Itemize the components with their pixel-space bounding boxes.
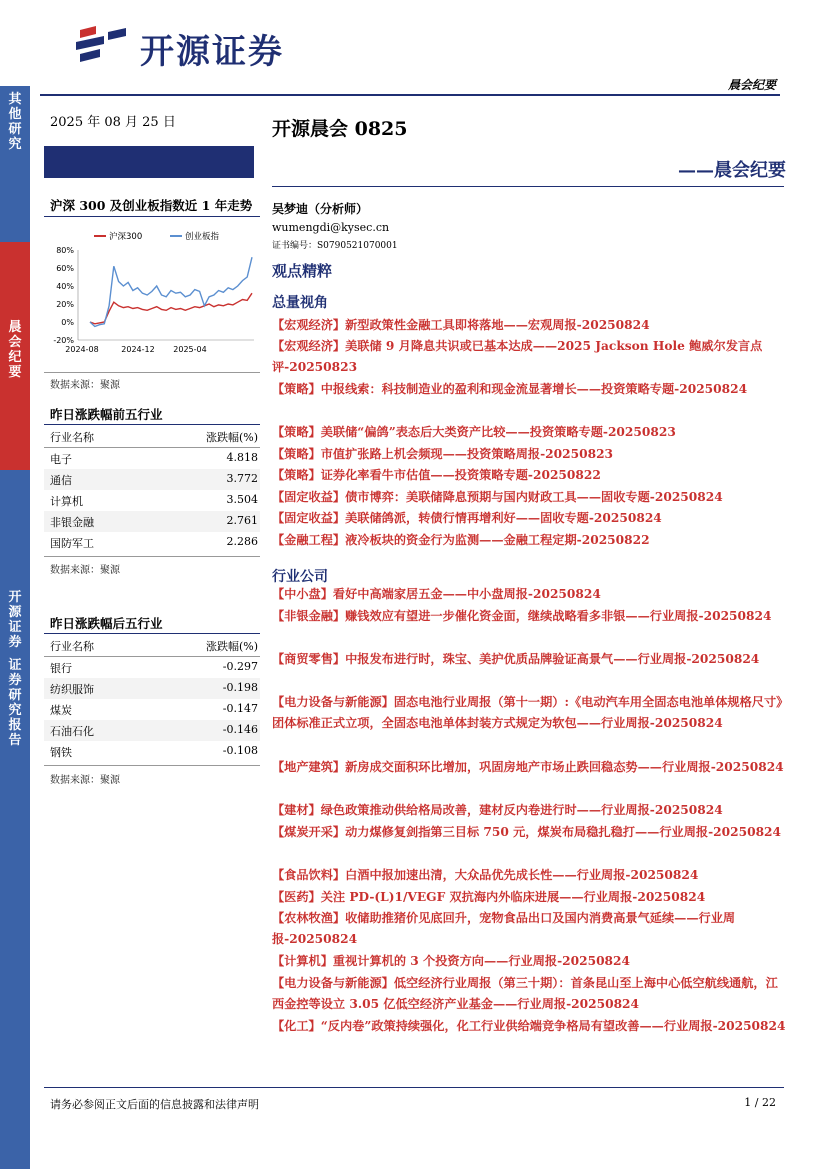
series-line-1 — [90, 257, 252, 326]
industry-name: 计算机 — [50, 495, 83, 508]
bottom5-title: 昨日涨跌幅后五行业 — [50, 616, 163, 631]
x-tick-label: 2024-08 — [65, 345, 99, 354]
industry-name: 非银金融 — [50, 516, 94, 529]
list-item[interactable]: 【中小盘】看好中高端家居五金——中小盘周报-20250824 — [272, 587, 601, 601]
y-tick-label: 80% — [56, 246, 74, 255]
top5-title: 昨日涨跌幅前五行业 — [50, 407, 163, 422]
list-item[interactable]: 【计算机】重视计算机的 3 个投资方向——行业周报-20250824 — [272, 954, 630, 968]
table-row — [44, 448, 260, 469]
table-row — [44, 720, 260, 741]
title-rule — [272, 186, 784, 187]
top5-source: 数据来源：聚源 — [50, 565, 120, 576]
date-bar — [44, 146, 254, 178]
top5-title-rule — [44, 424, 260, 425]
chart-source: 数据来源：聚源 — [50, 380, 120, 391]
band-text-middle: 晨 会 纪 要 — [8, 320, 22, 380]
list-item[interactable]: 【非银金融】赚钱效应有望进一步催化资金面，继续战略看多非银——行业周报-20250824 — [272, 609, 772, 623]
industry-name: 通信 — [50, 474, 72, 487]
list-item[interactable]: 【策略】中报线索：科技制造业的盈利和现金流显著增长——投资策略专题-20250824 — [272, 382, 748, 396]
industry-change: -0.198 — [222, 681, 258, 694]
report-date: 2025 年 08 月 25 日 — [50, 115, 176, 130]
table-row — [44, 741, 260, 762]
table-row — [44, 657, 260, 678]
band-text-top: 其 他 研 究 — [8, 92, 22, 152]
industry-change: -0.146 — [222, 723, 258, 736]
table-row — [44, 511, 260, 532]
section-heading: 观点精粹 — [272, 262, 333, 280]
chart-bottom-rule — [44, 372, 260, 373]
industry-change: -0.108 — [222, 744, 258, 757]
industry-change: 3.504 — [226, 493, 258, 506]
industry-name: 国防军工 — [50, 537, 94, 550]
list-item[interactable]: 【电力设备与新能源】固态电池行业周报（第十一期）:《电动汽车用全固态电池单体规格尺寸》团体标准正式立项，全固态电池单体封装方式规定为软包——行业周报-20250824 — [272, 695, 783, 731]
list-item[interactable]: 【农林牧渔】收储助推猪价见底回升，宠物食品出口及国内消费高景气延续——行业周报-20250824 — [272, 911, 736, 947]
bottom5-title-rule — [44, 633, 260, 634]
legend-label: 沪深300 — [109, 232, 143, 242]
list-item[interactable]: 【宏观经济】美联储 9 月降息共识或已基本达成——2025 Jackson Hole 鲍威尔发言点评-20250823 — [272, 339, 763, 375]
industry-name: 石油石化 — [50, 725, 94, 738]
header-tag: 晨会纪要 — [727, 78, 776, 92]
list-item[interactable]: 【策略】市值扩张路上机会频现——投资策略周报-20250823 — [272, 447, 614, 461]
header-rule — [40, 94, 780, 96]
table-row — [44, 469, 260, 490]
index-trend-chart — [44, 228, 260, 368]
industry-name: 煤炭 — [50, 704, 72, 717]
industry-name: 电子 — [50, 453, 72, 466]
table-row — [44, 490, 260, 511]
list-item[interactable]: 【地产建筑】新房成交面积环比增加，巩固房地产市场止跌回稳态势——行业周报-20250824 — [272, 760, 784, 774]
list-item[interactable]: 【化工】“反内卷”政策持续强化，化工行业供给端竞争格局有望改善——行业周报-20250824 — [272, 1019, 786, 1033]
industry-change: -0.147 — [222, 702, 258, 715]
list-item[interactable]: 【建材】绿色政策推动供给格局改善，建材反内卷进行时——行业周报-20250824 — [272, 803, 723, 817]
list-item[interactable]: 【策略】美联储“偏鸽”表态后大类资产比较——投资策略专题-20250823 — [272, 425, 676, 439]
list-item[interactable]: 【食品饮料】白酒中报加速出清，大众品优先成长性——行业周报-20250824 — [272, 868, 699, 882]
industry-change: 2.761 — [226, 514, 258, 527]
top5-col-industry: 行业名称 — [50, 431, 94, 444]
list-item[interactable]: 【商贸零售】中报发布进行时，珠宝、美护优质品牌验证高景气——行业周报-20250824 — [272, 652, 760, 666]
author-name: 吴梦迪（分析师） — [272, 202, 369, 216]
list-item[interactable]: 【宏观经济】新型政策性金融工具即将落地——宏观周报-20250824 — [272, 318, 650, 332]
x-tick-label: 2024-12 — [121, 345, 155, 354]
y-tick-label: 20% — [56, 300, 74, 309]
legend-label: 创业板指 — [185, 232, 220, 242]
industry-change: 2.286 — [226, 535, 258, 548]
brand-logo-icon — [74, 26, 132, 66]
table-row — [44, 678, 260, 699]
list-item[interactable]: 【电力设备与新能源】低空经济行业周报（第三十期）：首条昆山至上海中心低空航线通航，江西金控等设立 3.05 亿低空经济产业基金——行业周报-20250824 — [272, 976, 778, 1012]
y-tick-label: -20% — [53, 336, 74, 345]
list-item[interactable]: 【固定收益】债市博弈：美联储降息预期与国内财政工具——固收专题-20250824 — [272, 490, 723, 504]
industry-change: -0.297 — [222, 660, 258, 673]
bottom5-bottom-rule — [44, 765, 260, 766]
list-item[interactable]: 【煤炭开采】动力煤修复剑指第三目标 750 元，煤炭布局稳扎稳打——行业周报-20250824 — [272, 825, 782, 839]
footer-disclaimer: 请务必参阅正文后面的信息披露和法律声明 — [50, 1098, 259, 1111]
industry-name: 银行 — [50, 662, 72, 675]
band-bottom — [0, 470, 30, 1169]
industry-name: 纺织服饰 — [50, 683, 94, 696]
table-row — [44, 699, 260, 720]
y-tick-label: 40% — [56, 282, 74, 291]
y-tick-label: 60% — [56, 264, 74, 273]
industry-change: 3.772 — [226, 472, 258, 485]
industry-change: 4.818 — [226, 451, 258, 464]
group-heading-macro: 总量视角 — [272, 295, 328, 311]
brand-name: 开源证券 — [140, 32, 284, 72]
x-tick-label: 2025-04 — [173, 345, 207, 354]
page-number: 1 / 22 — [744, 1096, 776, 1109]
list-item[interactable]: 【策略】证券化率看牛市估值——投资策略专题-20250822 — [272, 468, 601, 482]
bottom5-header-row — [44, 635, 260, 656]
page-title: 开源晨会 0825 — [272, 118, 408, 140]
page-subtitle: ——晨会纪要 — [678, 160, 786, 181]
table-row — [44, 532, 260, 553]
chart-title: 沪深 300 及创业板指数近 1 年走势 — [50, 198, 253, 213]
footer-rule — [44, 1087, 784, 1088]
band-text-bottom-1: 开 源 证 券 — [8, 590, 22, 650]
bottom5-col-industry: 行业名称 — [50, 640, 94, 653]
top5-col-change: 涨跌幅(%) — [205, 431, 258, 444]
list-item[interactable]: 【固定收益】美联储鸽派，转债行情再增利好——固收专题-20250824 — [272, 511, 662, 525]
y-tick-label: 0% — [61, 318, 74, 327]
author-email[interactable]: wumengdi@kysec.cn — [272, 221, 390, 234]
series-line-0 — [90, 293, 252, 324]
industry-name: 钢铁 — [50, 746, 72, 759]
band-text-bottom-2: 证 券 研 究 报 告 — [8, 658, 22, 748]
bottom5-source: 数据来源：聚源 — [50, 775, 120, 786]
top5-bottom-rule — [44, 556, 260, 557]
chart-title-rule — [44, 216, 260, 217]
list-item[interactable]: 【金融工程】液冷板块的资金行为监测——金融工程定期-20250822 — [272, 533, 650, 547]
author-cert: 证书编号：S0790521070001 — [272, 241, 398, 251]
group-heading-industry: 行业公司 — [272, 569, 328, 585]
list-item[interactable]: 【医药】关注 PD-(L)1/VEGF 双抗海内外临床进展——行业周报-20250824 — [272, 890, 706, 904]
bottom5-col-change: 涨跌幅(%) — [205, 640, 258, 653]
top5-header-row — [44, 426, 260, 447]
